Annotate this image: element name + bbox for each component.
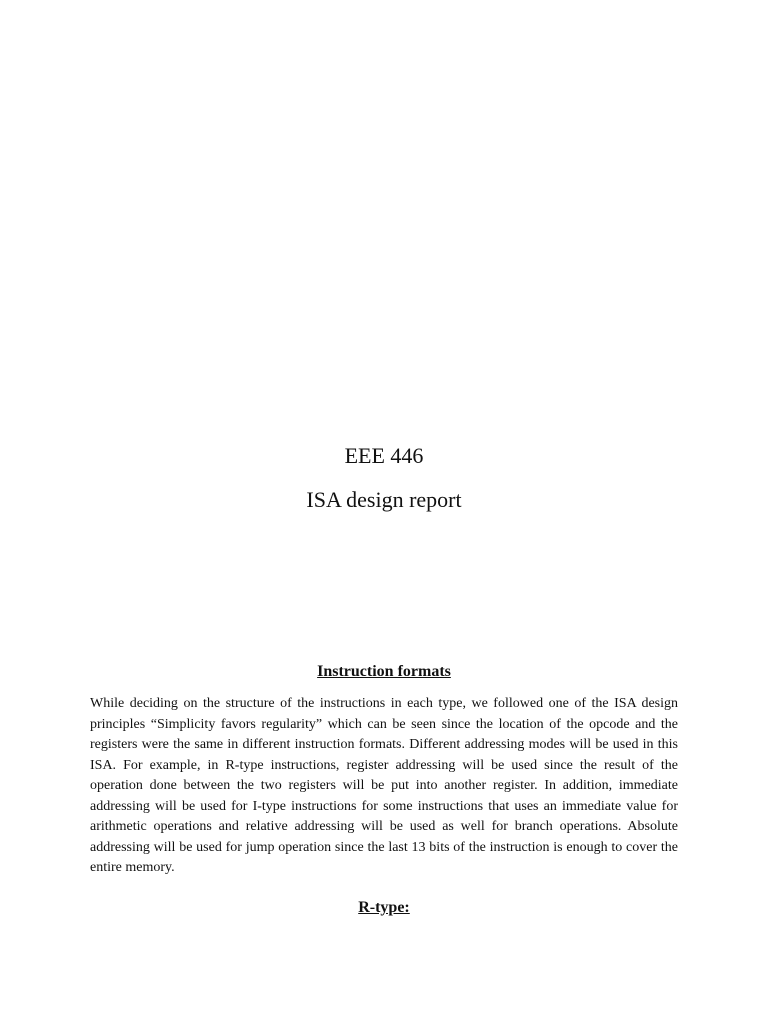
- r-type-heading: R-type:: [358, 899, 410, 916]
- report-title: ISA design report: [306, 487, 462, 512]
- instruction-formats-heading: Instruction formats: [317, 663, 451, 680]
- course-code: EEE 446: [344, 443, 424, 468]
- instruction-formats-paragraph: While deciding on the structure of the instructions in each type, we followed one of the ISA design principles “Simplicity favors regularity” which can be seen since the location of the opcode and the registers were the same in different instruction formats. Different addressing modes will be used in this ISA. For example, in R-type instructions, register addressing will be used since the result of the operation done between the two registers will be put into another register. In addition, immediate addressing will be used for I-type instructions for some instructions that uses an immediate value for arithmetic operations and relative addressing will be used as well for branch operations. Absolute addressing will be used for jump operation since the last 13 bits of the instruction is enough to cover the entire memory.: [90, 696, 678, 875]
